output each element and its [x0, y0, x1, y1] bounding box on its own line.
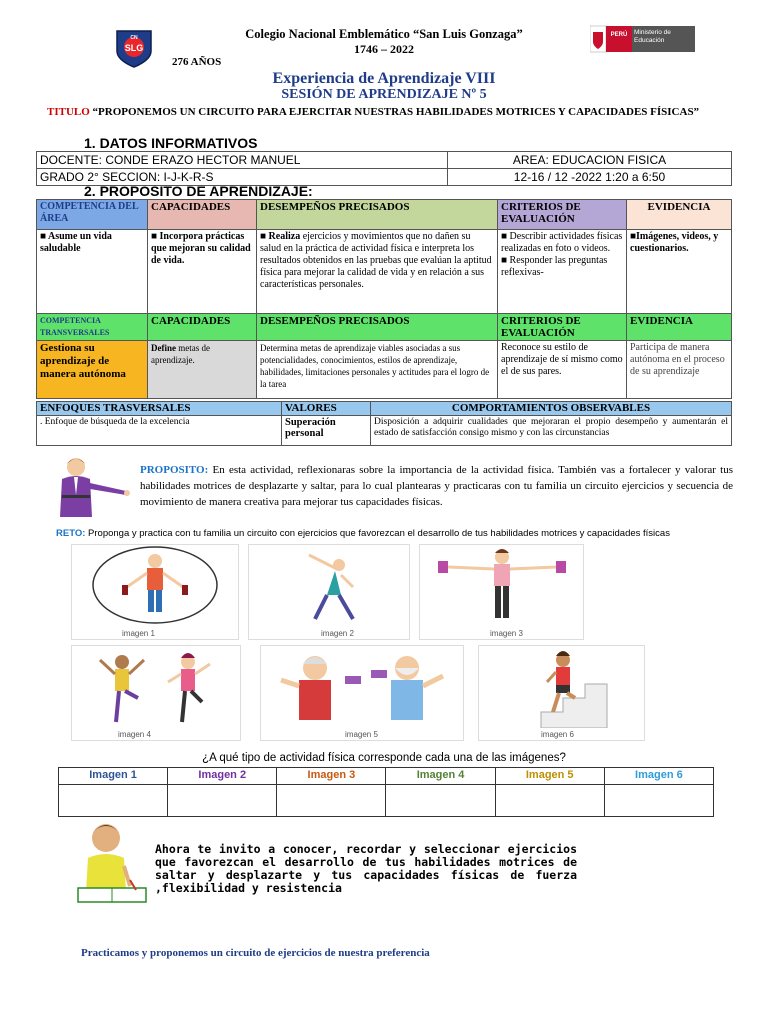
answer-cell-3[interactable] — [277, 785, 386, 817]
evidencia-transversal-cell: Participa de manera autónoma en el proceso de su aprendizaje — [627, 341, 732, 399]
reto-label: RETO: — [56, 528, 86, 539]
enfoques-table — [36, 401, 732, 446]
image-5-seniors-weights — [260, 645, 464, 741]
invitation-text: Ahora te invito a conocer, recordar y seleccionar ejercicios que favorezcan el desarrollo de tus habilidades motrices de saltar y desplazarte y tus capacidades físicas de fuerza ,flexibilidad y resistencia — [155, 842, 577, 895]
answer-header-3: Imagen 3 — [277, 768, 386, 785]
th-evidencia-2: EVIDENCIA — [627, 314, 732, 341]
image-1-jump-rope — [71, 544, 239, 640]
th-criterios: CRITERIOS DE EVALUACIÓN — [498, 200, 627, 230]
proposito-label: PROPOSITO: — [140, 464, 209, 476]
th-capacidades: CAPACIDADES — [148, 200, 257, 230]
proposito-text: En esta actividad, reflexionaras sobre la importancia de la actividad física. También vas a fortalecer y valorar tus habilidades motrices de desplazarte y saltar, para lo cual plantearas y practicaras con tu familia un circuito ejercicios y secuencia de movimiento de manera creativa para mejorar tus capacidades físicas. — [140, 464, 733, 508]
desempeno-text: ejercicios y movimientos que no dañen su salud en la práctica de actividad física e interpreta los resultados obtenidos en las pruebas que evalúan la aptitud física para mejorar la calidad de vida y en relación a sus características personales. — [260, 231, 492, 290]
image-2-stretching — [248, 544, 410, 640]
criterios-cell — [498, 230, 627, 314]
enfoque-cell: . Enfoque de búsqueda de la excelencia — [37, 416, 282, 446]
image-5-caption: imagen 5 — [345, 730, 378, 739]
th-enfoques: ENFOQUES TRASVERSALES — [37, 402, 282, 416]
area-cell: AREA: EDUCACION FISICA — [448, 152, 732, 169]
competencia-area-cell: ■ Asume un vida saludable — [37, 230, 148, 314]
school-years: 1746 – 2022 — [354, 42, 414, 56]
answer-cell-2[interactable] — [168, 785, 277, 817]
answer-header-6: Imagen 6 — [604, 768, 713, 785]
image-2-caption: imagen 2 — [321, 629, 354, 638]
capacidad-transversal-cell — [148, 341, 257, 399]
th-comportamientos: COMPORTAMIENTOS OBSERVABLES — [371, 402, 732, 416]
proposito-table — [36, 199, 732, 399]
image-4-knee-lift — [71, 645, 241, 741]
th-desempenos: DESEMPEÑOS PRECISADOS — [257, 200, 498, 230]
comportamiento-cell: Disposición a adquirir cualidades que mejoraran el propio desempeño y aumentarán el estado de satisfacción consigo mismo y con las circunstancias — [371, 416, 732, 446]
image-6-caption: imagen 6 — [541, 730, 574, 739]
desempenos-cell — [257, 230, 498, 314]
competencia-transversal-cell: Gestiona su aprendizaje de manera autónoma — [37, 341, 148, 399]
answer-cell-5[interactable] — [495, 785, 604, 817]
criterio-transversal-cell: Reconoce su estilo de aprendizaje de sí mismo como el de sus pares. — [498, 341, 627, 399]
fecha-cell: 12-16 / 12 -2022 1:20 a 6:50 — [448, 169, 732, 186]
section-proposito-heading: 2. PROPOSITO DE APRENDIZAJE: — [84, 183, 313, 199]
ministry-country: PERÚ — [610, 32, 628, 38]
boy-writing-illustration — [70, 818, 150, 910]
proposito-paragraph — [140, 462, 733, 510]
evidencia-cell: ■Imágenes, videos, y cuestionarios. — [627, 230, 732, 314]
image-6-step-up — [478, 645, 645, 741]
datos-informativos-table — [36, 151, 732, 186]
session-topic — [47, 106, 727, 119]
docente-cell: DOCENTE: CONDE ERAZO HECTOR MANUEL — [37, 152, 448, 169]
valor-cell: Superación personal — [282, 416, 371, 446]
th-competencia-area: COMPETENCIA DEL ÁREA — [37, 200, 148, 230]
section-datos-heading: 1. DATOS INFORMATIVOS — [84, 135, 258, 151]
criterio-1: ■ Describir actividades físicas realizadas en foto o videos. — [501, 231, 623, 254]
capacidades-cell: ■ Incorpora prácticas que mejoran su calidad de vida. — [148, 230, 257, 314]
session-title: SESIÓN DE APRENDIZAJE Nº 5 — [281, 87, 487, 102]
desempeno-bold: ■ Realiza — [260, 231, 301, 242]
footer-text: Practicamos y proponemos un circuito de ejercicios de nuestra preferencia — [81, 947, 430, 959]
titulo-label: TITULO — [47, 106, 90, 118]
answer-header-5: Imagen 5 — [495, 768, 604, 785]
titulo-text: “PROPONEMOS UN CIRCUITO PARA EJERCITAR NUESTRAS HABILIDADES MOTRICES Y CAPACIDADES FÍSICAS” — [92, 106, 700, 118]
th-criterios-2: CRITERIOS DE EVALUACIÓN — [498, 314, 627, 341]
answer-table — [58, 767, 714, 817]
logo-text: SLG — [124, 43, 144, 53]
anniversary: 276 AÑOS — [172, 56, 222, 68]
image-1-caption: imagen 1 — [122, 629, 155, 638]
answer-cell-4[interactable] — [386, 785, 495, 817]
activity-question: ¿A qué tipo de actividad física corresponde cada una de las imágenes? — [202, 752, 566, 764]
th-valores: VALORES — [282, 402, 371, 416]
answer-header-1: Imagen 1 — [59, 768, 168, 785]
th-evidencia: EVIDENCIA — [627, 200, 732, 230]
grado-cell: GRADO 2° SECCION: I-J-K-R-S — [37, 169, 448, 186]
image-3-caption: imagen 3 — [490, 629, 523, 638]
th-capacidades-2: CAPACIDADES — [148, 314, 257, 341]
ministry-name: Ministerio de Educación — [634, 29, 671, 44]
answer-header-4: Imagen 4 — [386, 768, 495, 785]
image-3-dumbbells — [419, 544, 584, 640]
th-competencia-transversal: COMPETENCIA TRANSVERSALES — [37, 314, 148, 341]
reto-paragraph — [56, 528, 746, 539]
reto-text: Proponga y practica con tu familia un circuito con ejercicios que favorezcan el desarrollo de tus habilidades motrices y capacidades físicas — [85, 528, 670, 539]
answer-cell-1[interactable] — [59, 785, 168, 817]
answer-header-2: Imagen 2 — [168, 768, 277, 785]
desempeno-transversal-cell: Determina metas de aprendizaje viables asociadas a sus potencialidades, conocimientos, estilos de aprendizaje, habilidades, limitaciones personales y actitudes para el logro de la tarea — [257, 341, 498, 399]
teacher-pointing-illustration — [36, 455, 132, 519]
capacidad-text: metas de aprendizaje. — [151, 343, 210, 365]
criterio-2: ■ Responder las preguntas reflexivas- — [501, 255, 608, 278]
logo-top-text: CN — [130, 35, 138, 41]
experience-title: Experiencia de Aprendizaje VIII — [272, 70, 496, 87]
th-desempenos-2: DESEMPEÑOS PRECISADOS — [257, 314, 498, 341]
ministry-logo — [590, 24, 695, 54]
capacidad-bold: Define — [151, 343, 176, 353]
school-name: Colegio Nacional Emblemático “San Luis Gonzaga” — [245, 27, 523, 41]
image-4-caption: imagen 4 — [118, 730, 151, 739]
answer-cell-6[interactable] — [604, 785, 713, 817]
